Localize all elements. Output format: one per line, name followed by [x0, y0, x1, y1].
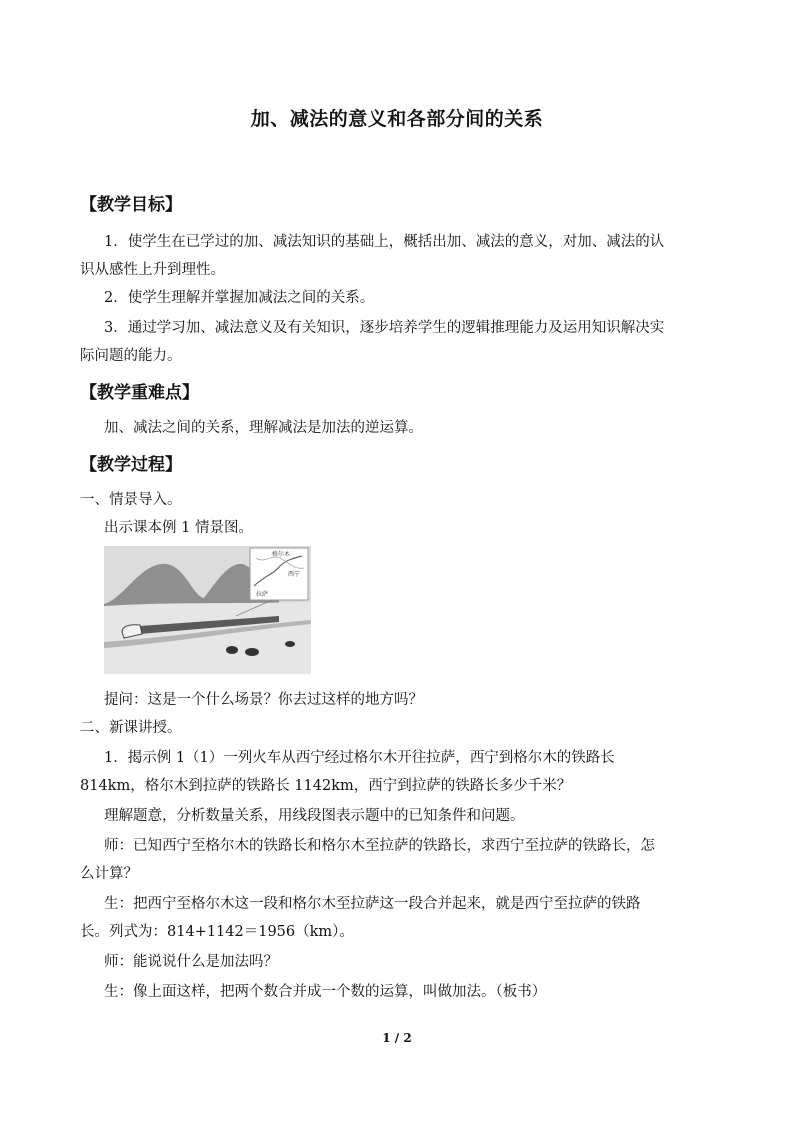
process-line-13: 生：像上面这样，把两个数合并成一个数的运算，叫做加法。（板书）: [104, 984, 547, 1000]
train-scene-illustration: [104, 546, 311, 674]
process-line-3: 提问：这是一个什么场景？你去过这样的地方吗？: [104, 692, 423, 708]
plain: [104, 602, 311, 674]
page-number: 1 / 2: [382, 1031, 412, 1045]
goal-line-3: 2．使学生理解并掌握加减法之间的关系。: [104, 290, 375, 306]
yak-3: [285, 641, 295, 647]
difficulty-text: 加、减法之间的关系，理解减法是加法的逆运算。: [104, 420, 423, 436]
process-line-5: 1．揭示例 1（1）一列火车从西宁经过格尔木开往拉萨，西宁到格尔木的铁路长: [104, 750, 615, 766]
process-line-10: 生：把西宁至格尔木这一段和格尔木至拉萨这一段合并起来，就是西宁至拉萨的铁路: [104, 896, 641, 912]
process-line-7: 理解题意，分析数量关系，用线段图表示题中的已知条件和问题。: [104, 808, 525, 824]
goal-line-4: 3．通过学习加、减法意义及有关知识，逐步培养学生的逻辑推理能力及运用知识解决实: [104, 320, 665, 336]
process-line-2: 出示课本例 1 情景图。: [104, 520, 253, 536]
process-line-12: 师：能说说什么是加法吗？: [104, 954, 278, 970]
process-line-4: 二、新课讲授。: [80, 720, 182, 736]
process-line-6: 814km，格尔木到拉萨的铁路长 1142km，西宁到拉萨的铁路长多少千米？: [80, 778, 572, 794]
section-heading-difficulty: 【教学重难点】: [80, 383, 199, 403]
process-line-11: 长。列式为：814+1142＝1956（km）。: [80, 924, 354, 940]
map-label-lhasa: 拉萨: [256, 591, 269, 598]
process-line-8: 师：已知西宁至格尔木的铁路长和格尔木至拉萨的铁路长，求西宁至拉萨的铁路长，怎: [104, 838, 655, 854]
section-heading-goals: 【教学目标】: [80, 195, 182, 215]
goal-line-5: 际问题的能力。: [80, 348, 182, 364]
goal-line-2: 识从感性上升到理性。: [80, 262, 225, 278]
train-scene-image: [104, 546, 311, 674]
yak-2: [245, 648, 259, 656]
map-label-golmud: 格尔木: [272, 551, 291, 558]
process-line-1: 一、情景导入。: [80, 492, 182, 508]
process-line-9: 么计算？: [80, 866, 138, 882]
yak-1: [226, 646, 238, 654]
goal-line-1: 1．使学生在已学过的加、减法知识的基础上，概括出加、减法的意义，对加、减法的认: [104, 234, 665, 250]
section-heading-process: 【教学过程】: [80, 455, 182, 475]
map-label-xining: 西宁: [288, 571, 301, 578]
page-title: 加、减法的意义和各部分间的关系: [250, 108, 544, 130]
